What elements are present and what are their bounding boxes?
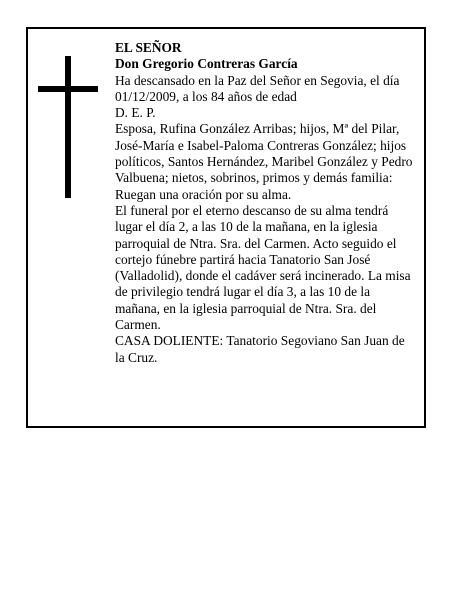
cross-vertical-bar bbox=[65, 56, 71, 198]
obituary-notice bbox=[26, 27, 426, 428]
text-line: parroquial de Ntra. Sra. del Carmen. Acto seguido el bbox=[115, 235, 397, 251]
text-line: Esposa, Rufina González Arribas; hijos, Mª del Pilar, bbox=[115, 121, 400, 137]
text-line: 01/12/2009, a los 84 años de edad bbox=[115, 88, 297, 104]
text-line: Ruegan una oración por su alma. bbox=[115, 186, 292, 202]
text-line: cortejo fúnebre partirá hacia Tanatorio San José bbox=[115, 251, 371, 267]
text-line: CASA DOLIENTE: Tanatorio Segoviano San Juan de bbox=[115, 333, 405, 349]
text-line: El funeral por el eterno descanso de su alma tendrá bbox=[115, 202, 389, 218]
text-line: (Valladolid), donde el cadáver será incinerado. La misa bbox=[115, 268, 411, 284]
text-line: José-María e Isabel-Paloma Contreras González; hijos bbox=[115, 137, 407, 153]
deceased-name: Don Gregorio Contreras García bbox=[115, 56, 298, 72]
text-line: Carmen. bbox=[115, 317, 161, 333]
text-line: Valbuena; nietos, sobrinos, primos y demás familia: bbox=[115, 170, 393, 186]
text-line: políticos, Santos Hernández, Maribel González y Pedro bbox=[115, 154, 413, 170]
text-line: mañana, en la iglesia parroquial de Ntra. Sra. del bbox=[115, 300, 377, 316]
text-line: D. E. P. bbox=[115, 105, 156, 121]
notice-heading: EL SEÑOR bbox=[115, 40, 182, 55]
obituary-text bbox=[115, 40, 420, 366]
cross-horizontal-bar bbox=[38, 86, 98, 92]
text-line: la Cruz. bbox=[115, 349, 158, 365]
text-line: de privilegio tendrá lugar el día 3, a las 10 de la bbox=[115, 284, 371, 300]
text-line: Ha descansado en la Paz del Señor en Segovia, el día bbox=[115, 72, 400, 88]
text-line: lugar el día 2, a las 10 de la mañana, en la iglesia bbox=[115, 219, 378, 235]
cross-icon bbox=[38, 56, 98, 198]
